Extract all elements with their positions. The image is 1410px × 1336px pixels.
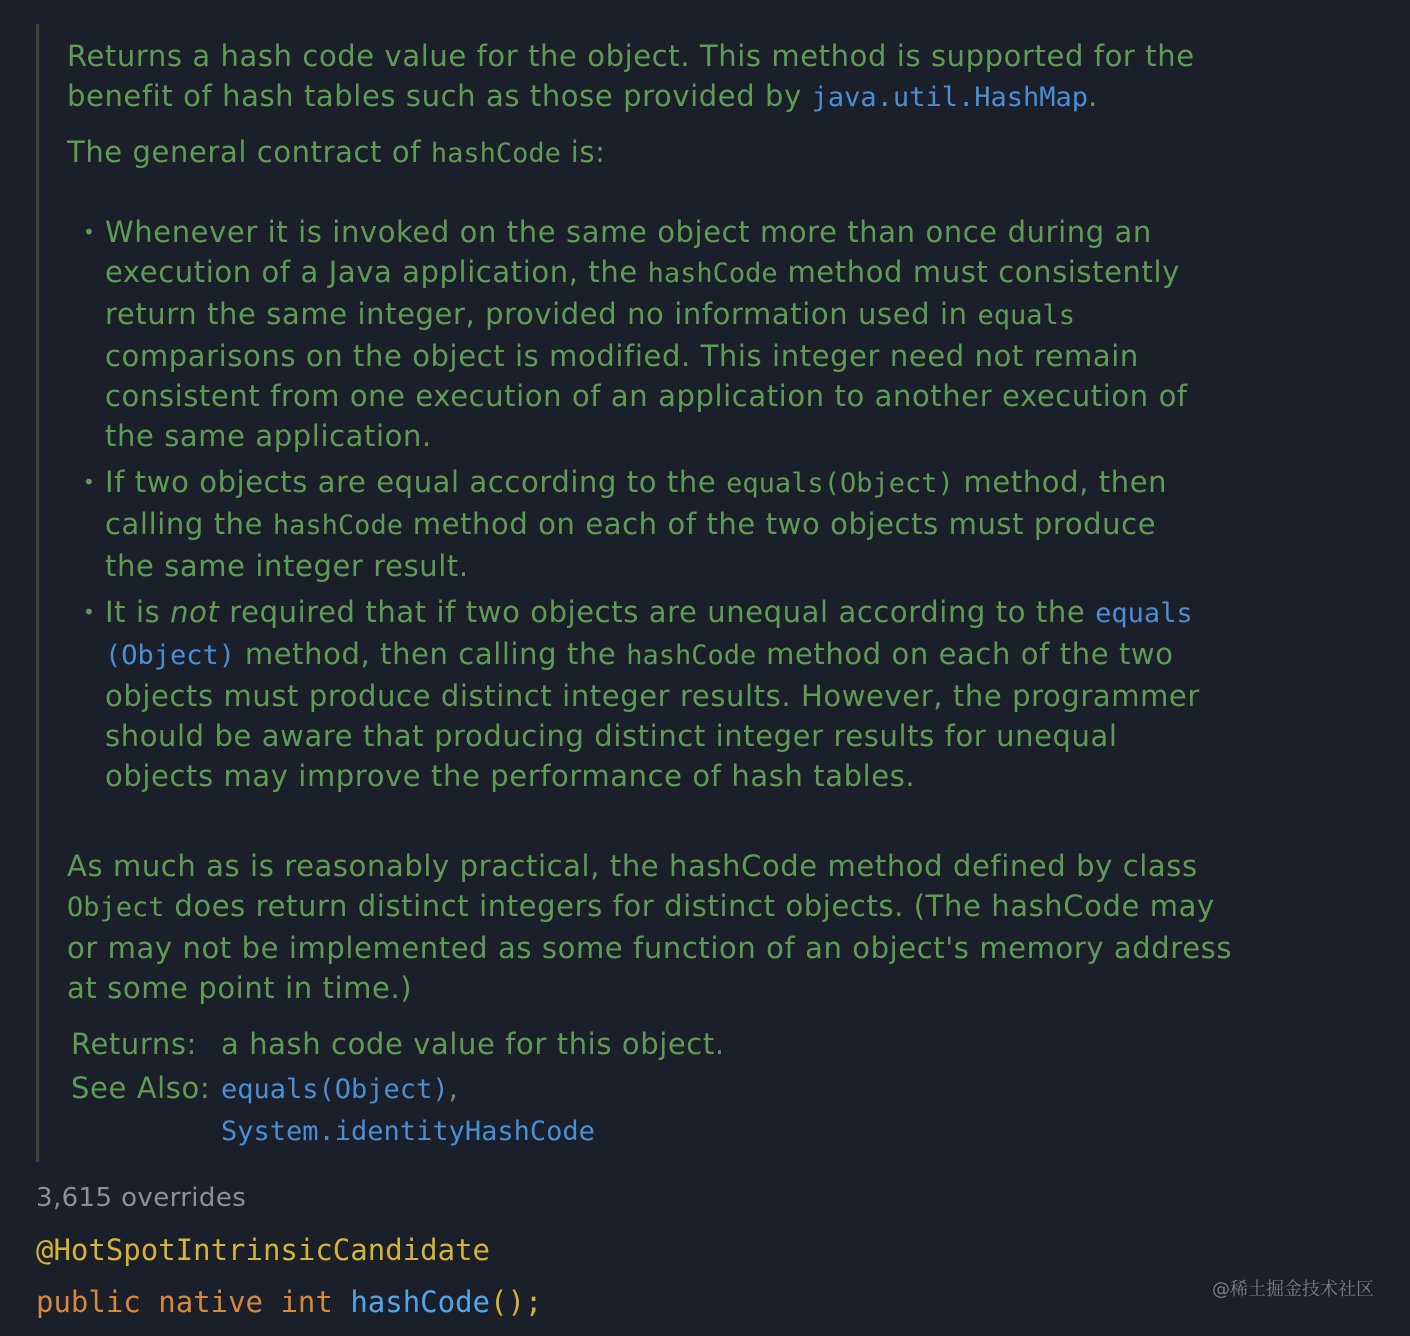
doc-intro-line-2: benefit of hash tables such as those provided by java.util.HashMap. <box>67 79 1098 113</box>
inline-code: hashCode <box>430 138 561 169</box>
bullet-3-line-1: It is not required that if two objects are unequal according to the equals <box>105 595 1193 629</box>
bullet-3-line-4: should be aware that producing distinct integer results for unequal <box>105 719 1118 753</box>
bullet-2-line-3: the same integer result. <box>105 549 469 583</box>
returns-value: a hash code value for this object. <box>221 1027 725 1061</box>
inline-code: Object <box>67 892 165 923</box>
see-also-equals-link[interactable]: equals(Object) <box>221 1074 449 1105</box>
hashmap-link[interactable]: java.util.HashMap <box>811 82 1088 113</box>
bullet-marker: • <box>83 220 95 244</box>
inline-code: hashCode <box>272 510 403 541</box>
doc-practical-line-1: As much as is reasonably practical, the hashCode method defined by class <box>67 849 1198 883</box>
doc-intro-line-1: Returns a hash code value for the object. This method is supported for the <box>67 39 1195 73</box>
equals-link-args[interactable]: (Object) <box>105 640 236 671</box>
equals-link[interactable]: equals <box>1095 598 1193 629</box>
see-also-identity-hashcode-link[interactable]: System.identityHashCode <box>221 1116 595 1147</box>
bullet-1-line-4: comparisons on the object is modified. This integer need not remain <box>105 339 1139 373</box>
bullet-3-line-2: (Object) method, then calling the hashCode method on each of the two <box>105 637 1174 671</box>
bullet-1-line-5: consistent from one execution of an application to another execution of <box>105 379 1188 413</box>
overrides-count[interactable]: 3,615 overrides <box>36 1183 247 1213</box>
bullet-2-line-1: If two objects are equal according to the equals(Object) method, then <box>105 465 1168 499</box>
bullet-1-line-6: the same application. <box>105 419 432 453</box>
bullet-marker: • <box>83 470 95 494</box>
annotation: @HotSpotIntrinsicCandidate <box>36 1233 490 1267</box>
emphasis: not <box>170 595 220 629</box>
watermark: @稀土掘金技术社区 <box>1212 1279 1374 1300</box>
see-also-item-2 <box>221 1110 595 1152</box>
keyword-public: public <box>36 1285 141 1319</box>
doc-practical-line-2: Object does return distinct integers for distinct objects. (The hashCode may <box>67 889 1215 923</box>
keyword-int: int <box>280 1285 333 1319</box>
bullet-1-line-1: Whenever it is invoked on the same object more than once during an <box>105 215 1152 249</box>
doc-practical-line-4: at some point in time.) <box>67 971 413 1005</box>
inline-code: hashCode <box>647 258 778 289</box>
inline-code: equals(Object) <box>726 468 954 499</box>
see-also-label: See Also: <box>71 1071 211 1105</box>
signature-punctuation: (); <box>490 1285 543 1319</box>
keyword-native: native <box>158 1285 263 1319</box>
returns-label: Returns: <box>71 1027 197 1061</box>
inline-code: equals <box>977 300 1075 331</box>
inline-code: hashCode <box>626 640 757 671</box>
bullet-3-line-3: objects must produce distinct integer results. However, the programmer <box>105 679 1200 713</box>
doc-practical-line-3: or may not be implemented as some function of an object's memory address <box>67 931 1233 965</box>
doc-contract-heading: The general contract of hashCode is: <box>67 135 606 169</box>
bullet-marker: • <box>83 600 95 624</box>
method-name[interactable]: hashCode <box>350 1285 491 1319</box>
javadoc-popup <box>36 24 1276 1162</box>
bullet-1-line-2: execution of a Java application, the hashCode method must consistently <box>105 255 1180 289</box>
method-signature <box>36 1282 542 1322</box>
see-also-item-1: equals(Object), <box>221 1071 459 1105</box>
bullet-1-line-3: return the same integer, provided no information used in equals <box>105 297 1075 331</box>
bullet-3-line-5: objects may improve the performance of hash tables. <box>105 759 916 793</box>
bullet-2-line-2: calling the hashCode method on each of the two objects must produce <box>105 507 1157 541</box>
